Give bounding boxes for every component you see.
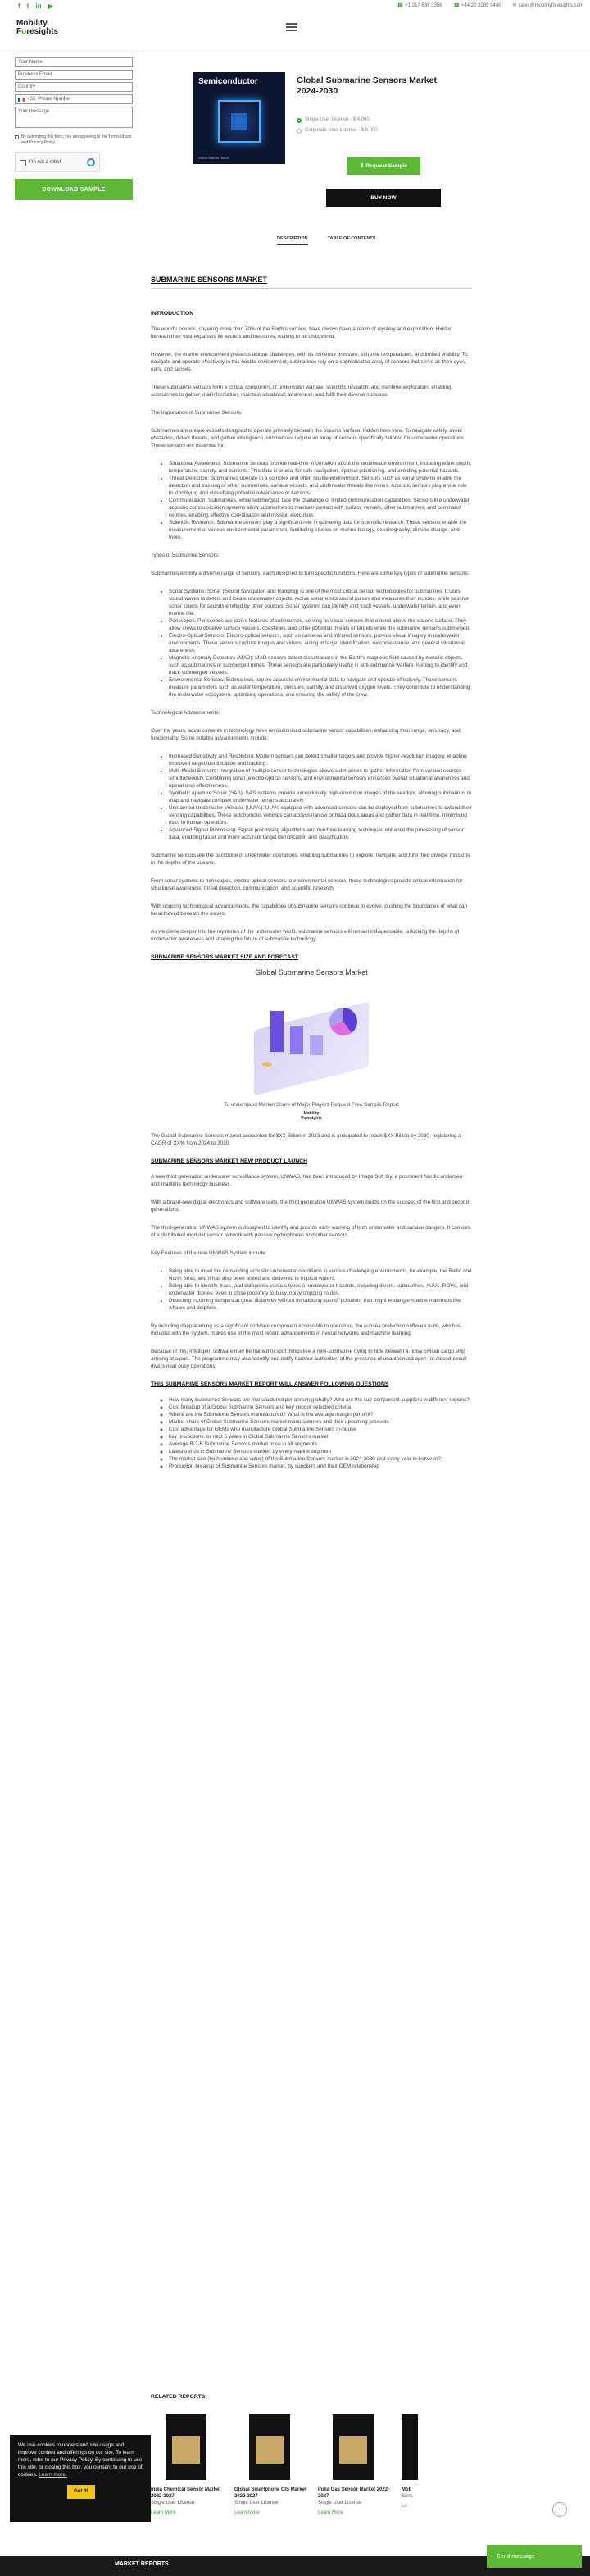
related-report-card[interactable]: Mob Sens Le xyxy=(402,2414,426,2516)
list-item: ◦ Cost breakup of a Global Submarine Sensors and key vendor selection criteria xyxy=(169,1404,472,1411)
report-thumbnail xyxy=(166,2414,206,2480)
cookie-banner: We use cookies to understand site usage and improve content and offerings on our site. To learn more, refer to our Privacy Policy. By continuing to use this site, or closing this box, you consent to our use of cookies. Learn more. Got It! xyxy=(10,2435,151,2522)
related-report-card[interactable]: India Gas Sensor Market 2022-2027 Single User License Learn More xyxy=(318,2414,392,2516)
list-item: • Electro-Optical Sensors: Electro-optical sensors, such as cameras and infrared sensors, provide visual imagery in underwater environments. These sensors capture images and videos, aiding in target identification, reconnaissance, and general situational awareness. xyxy=(169,632,472,654)
section-heading: THIS SUBMARINE SENSORS MARKET REPORT WILL ANSWER FOLLOWING QUESTIONS xyxy=(151,1381,389,1387)
buy-now-button[interactable]: BUY NOW xyxy=(326,189,441,207)
contact-info xyxy=(397,2,583,8)
captcha-checkbox[interactable] xyxy=(20,160,26,166)
isometric-chart-illustration xyxy=(238,983,385,1098)
paragraph: As we delve deeper into the mysteries of the underwater world, submarine sensors will remain indispensable, unlocking the depths of underwater awareness and shaping the future of submarine technology. xyxy=(151,929,460,942)
paragraph: By including deep learning as a significant software component accessible to operators, the subsea protection software suite, which is included with the system, makes use of the most recent advancements in neural networks and machine learning. xyxy=(151,1323,461,1336)
social-links xyxy=(18,2,53,11)
phone-uk-link[interactable]: ☎ +44 20 3289 9440 xyxy=(453,3,502,8)
name-input[interactable]: Your Name xyxy=(15,57,133,67)
paragraph: The Global Submarine Sensors market accounted for $XX Billion in 2023 and is anticipated to reach $XX Billion by 2030, registering a CAGR of XX% from 2024 to 2030. xyxy=(151,1133,461,1146)
paragraph: The third-generation UNWAS system is designed to identify and provide early warning of both underwater and surface dangers. It consists of a distributed modular sensor network with passive hydrophones and other sensors. xyxy=(151,1225,471,1238)
paragraph: However, the marine environment presents unique challenges, with its immense pressure, extreme temperatures, and limited visibility. To navigate and operate effectively in this hostile environment, submarines rely on a sophisticated array of sensors that serve as their eyes, ears, and senses. xyxy=(151,352,468,372)
list-item: • Synthetic Aperture Sonar (SAS): SAS systems provide exceptionally high-resolution images of the seafloor, allowing submarines to map and navigate complex underwater terrains accurately. xyxy=(169,790,472,804)
list-item: • Scientific Research: Submarine sensors play a significant role in gathering data for scientific research. These sensors enable the measurement of various environmental parameters, facilitating studies on marine biology, oceanography, climate change, and more. xyxy=(169,519,472,541)
section-heading: SUBMARINE SENSORS MARKET xyxy=(151,275,268,284)
license-corporate-option[interactable]: Corporate User License - $ 6,000 xyxy=(297,125,378,136)
list-item: • Situational Awareness: Submarine sensors provide real-time information about the underwater environment, including water depth, temperature, salinity, and currents. This data is crucial for safe navigation, optimal positioning, and avoiding potential hazards. xyxy=(169,460,472,475)
paragraph: Key Features of the new UNWAS System include: xyxy=(151,1250,267,1256)
page-title: Global Submarine Sensors Market 2024-2030 xyxy=(297,75,437,96)
top-bar xyxy=(0,0,590,13)
email-input[interactable]: Business Email xyxy=(15,70,133,80)
list-item: ◦ The market size (both volume and value) of the Submarine Sensors market in 2024-2030 and every year in between? xyxy=(169,1455,472,1463)
section-heading: SUBMARINE SENSORS MARKET NEW PRODUCT LAUNCH xyxy=(151,1158,308,1164)
message-input[interactable]: Your message xyxy=(15,107,133,128)
download-sample-button[interactable]: DOWNLOAD SAMPLE xyxy=(15,179,133,200)
site-logo[interactable]: Mobility Foresights xyxy=(16,19,59,36)
request-sample-button[interactable]: ⬇ Request Sample xyxy=(347,157,420,175)
learn-more-link[interactable]: Learn more. xyxy=(39,2472,67,2478)
list-item: • Communication: Submarines, while submerged, face the challenge of limited communication capabilities. Sensors like underwater acoustic communication systems allow submarines to maintain contact with surface vessels, other submarines, and command centres, enabling effective coordination and mission execution. xyxy=(169,497,472,519)
list-item: • Periscopes: Periscopes are iconic features of submarines, serving as visual sensors that extend above the water's surface. They allow crews to observe surface vessels, coastlines, and other potential threats or targets while the submarine remains submerged. xyxy=(169,617,472,632)
mail-icon: ✉ xyxy=(512,3,517,8)
list-item: ◦ Latest trends in Submarine Sensors market, by every market segment xyxy=(169,1448,472,1455)
paragraph: The Importance of Submarine Sensors: xyxy=(151,410,243,416)
consent-checkbox[interactable] xyxy=(15,135,19,139)
paragraph: Because of this, intelligent software may be trained to spot things like a mini-submarine trying to hide beneath a noisy civilian cargo ship arriving at a port. The programme may also identify and notify harbour authorities of the presence of unauthorised open- or closed-circuit divers near busy operations. xyxy=(151,1349,467,1369)
radio-icon xyxy=(297,129,302,134)
cookie-accept-button[interactable]: Got It! xyxy=(67,2485,95,2499)
send-message-button[interactable]: Send message xyxy=(487,2545,582,2568)
learn-more-link[interactable]: Le xyxy=(402,2504,407,2509)
list-item: • Sonar Systems: Sonar (Sound Navigation and Ranging) is one of the most critical sensor technologies for submarines. It uses sound waves to detect and locate underwater objects. Active sonar emits sound pulses and measures their echoes, while passive sonar listens for sounds emitted by other sources. Sonar systems can identify and track vessels, underwater terrain, and even marine life. xyxy=(169,588,472,617)
sample-request-form xyxy=(15,57,133,200)
report-description xyxy=(151,276,472,1481)
section-heading: SUBMARINE SENSORS MARKET SIZE AND FORECAST xyxy=(151,954,298,960)
bullet-list xyxy=(151,460,472,541)
paragraph: Technological Advancements: xyxy=(151,710,220,716)
report-thumbnail xyxy=(402,2414,418,2480)
list-item: • Increased Sensitivity and Resolution: Modern sensors can detect smaller targets and provide higher-resolution imagery, enabling improved target identification and tracking. xyxy=(169,753,472,767)
download-icon: ⬇ xyxy=(360,163,366,169)
recaptcha-icon xyxy=(87,158,95,166)
market-infographic: Global Submarine Sensors Market To understand Market Share of Major Players Request Free Sample Report Mobility Foresights xyxy=(151,969,472,1121)
list-item: • Detecting incoming dangers at great distances without introducing sound "pollution" that might endanger marine mammals like whales and dolphins. xyxy=(169,1297,472,1312)
learn-more-link[interactable]: Learn More xyxy=(318,2510,343,2515)
france-flag-icon xyxy=(18,98,25,102)
list-item: ◦ Cost advantage for OEMs who manufacture Global Submarine Sensors in-house xyxy=(169,1426,472,1433)
list-item: ◦ Where are the Submarine Sensors manufactured? What is the average margin per unit? xyxy=(169,1411,472,1418)
youtube-icon[interactable]: ▶ xyxy=(48,2,53,10)
list-item: • Being able to meet the demanding acoustic underwater conditions in various challenging environments, for example, the Baltic and North Seas, and it has also been tested and delivered in tropical waters. xyxy=(169,1268,472,1282)
related-reports-list xyxy=(151,2414,479,2516)
tab-table-of-contents[interactable]: TABLE OF CONTENTS xyxy=(327,236,376,241)
section-heading: INTRODUCTION xyxy=(151,311,194,316)
report-thumbnail xyxy=(333,2414,374,2480)
site-footer: MARKET REPORTS xyxy=(0,2556,590,2576)
license-options xyxy=(297,115,378,136)
related-report-card[interactable]: Global Smartphone CIS Market 2022-2027 Single User License Learn More xyxy=(234,2414,308,2516)
recaptcha[interactable]: I'm not a robot xyxy=(15,152,100,172)
content-tabs xyxy=(277,236,375,245)
bullet-list xyxy=(151,588,472,699)
list-item: • Being able to identify, track, and categorise various types of underwater hazards, including divers, submarines, AUVs, ROVs, and underwater drones, even in close proximity to busy, noisy shipping routes. xyxy=(169,1282,472,1297)
list-item: ◦ Average B-2-B Submarine Sensors market price in all segments xyxy=(169,1440,472,1448)
phone-us-link[interactable]: ☎ +1 217 636 3356 xyxy=(397,3,442,8)
list-item: ◦ key predictions for next 5 years in Global Submarine Sensors market xyxy=(169,1433,472,1440)
related-report-card[interactable]: India Chemical Sensor Market 2022-2027 Single User License Learn More xyxy=(151,2414,225,2516)
list-item: • Environmental Sensors: Submarines require accurate environmental data to navigate and operate effectively. These sensors measure parameters such as water temperature, pressure, salinity, and dissolved oxygen levels. They contribute to understanding the underwater ecosystem, optimising operations, and ensuring the safety of the crew. xyxy=(169,676,472,699)
list-item: • Unmanned Underwater Vehicles (UUVs): UUVs equipped with advanced sensors can be deployed from submarines to extend their sensing capabilities. These autonomous vehicles can access narrow or hazardous areas and gather data in real-time, minimising risks to human operators. xyxy=(169,804,472,826)
infographic-caption[interactable]: To understand Market Share of Major Players Request Free Sample Report xyxy=(224,1102,399,1108)
list-item: ◦ Market share of Global Submarine Sensors market manufacturers and their upcoming products xyxy=(169,1418,472,1426)
paragraph: Types of Submarine Sensors: xyxy=(151,553,220,558)
radio-selected-icon xyxy=(297,118,302,123)
paragraph: With a brand-new digital electronics and software suite, the third generation UNWAS system builds on the success of the first and second generations. xyxy=(151,1199,470,1213)
menu-icon[interactable] xyxy=(286,23,297,31)
paragraph: From sonar systems to periscopes, electro-optical sensors to environmental sensors, these technologies provide critical information for situational awareness, threat detection, communication, and scientific research. xyxy=(151,878,463,891)
report-cover: Semiconductor Global Market Report xyxy=(193,72,285,164)
list-item: ◦ How many Submarine Sensors are manufactured per annum globally? Who are the sub-component suppliers in different regions? xyxy=(169,1396,472,1404)
phone-icon: ☎ xyxy=(397,3,404,8)
list-item: • Advanced Signal Processing: Signal processing algorithms and machine learning techniques enhance the processing of sensor data, enabling faster and more accurate target identification and classification. xyxy=(169,826,472,841)
email-link[interactable]: ✉ sales@mobilityforesights.com xyxy=(512,3,583,8)
chip-icon xyxy=(218,100,261,143)
site-header xyxy=(0,13,590,51)
list-item: • Threat Detection: Submarines operate in a complex and often hostile environment. Sensors such as sonar systems enable the detection and tracking of other submarines, surface vessels, and underwater threats like mines. Acoustic sensors play a vital role in identifying and classifying potential adversaries or hazards. xyxy=(169,475,472,497)
paragraph: Submarines employ a diverse range of sensors, each designed to fulfil specific functions. Here are some key types of submarine sensors: xyxy=(151,571,470,576)
bullet-list xyxy=(151,753,472,841)
list-item: ◦ Production breakup of Submarine Sensors market, by suppliers and their OEM relationship xyxy=(169,1463,472,1470)
list-item: • Magnetic Anomaly Detectors (MAD): MAD sensors detect disturbances in the Earth's magnetic field caused by metallic objects, such as submarines or submerged mines. These sensors are particularly useful in anti-submarine warfare, helping to identify and track submerged vessels. xyxy=(169,654,472,676)
paragraph: The world's oceans, covering more than 70% of the Earth's surface, have always been a realm of mystery and exploration. Hidden beneath their vast expanses lie secrets and treasures, waiting to be discovered. xyxy=(151,326,452,339)
license-single-option[interactable]: Single User License - $ 4,000 xyxy=(297,115,378,125)
paragraph: Over the years, advancements in technology have revolutionised submarine sensor capabilities, enhancing their range, accuracy, and functionality. Some notable advancements include: xyxy=(151,728,461,741)
report-thumbnail xyxy=(249,2414,290,2480)
related-reports-heading: RELATED REPORTS xyxy=(151,2394,206,2400)
paragraph: A new third generation underwater surveillance system, UNWAS, has been introduced by Image Soft Oy, a prominent Nordic undersea and maritime technology business. xyxy=(151,1174,463,1187)
consent-row: By submitting this form, you are agreeing to the Terms of use and Privacy Policy. xyxy=(15,134,133,146)
country-input[interactable]: Country xyxy=(15,82,133,92)
facebook-icon[interactable]: f xyxy=(18,2,20,10)
divider xyxy=(151,288,472,289)
learn-more-link[interactable]: Learn More xyxy=(234,2510,260,2515)
twitter-icon[interactable]: t xyxy=(26,2,30,10)
bullet-list xyxy=(151,1268,472,1312)
paragraph: Submarines are unique vessels designed to operate primarily beneath the ocean's surface, hidden from view. To navigate safely, avoid obstacles, detect threats, and gather intelligence, submarines require an array of sensors specifically tailored for underwater operations. These sensors are essential for: xyxy=(151,428,465,448)
phone-icon: ☎ xyxy=(453,3,460,8)
infographic-logo: Mobility Foresights xyxy=(301,1111,322,1121)
back-to-top-button[interactable]: ↑ xyxy=(552,2502,567,2517)
questions-list xyxy=(151,1396,472,1470)
list-item: • Multi-Modal Sensors: Integration of multiple sensor technologies allows submarines to gather information from various sources simultaneously. Combining sonar, electro-optical sensors, and environmental sensors enhances overall situational awareness and operational effectiveness. xyxy=(169,767,472,790)
paragraph: With ongoing technological advancements, the capabilities of submarine sensors continue to evolve, pushing the boundaries of what can be achieved beneath the waves. xyxy=(151,903,468,917)
paragraph: Submarine sensors are the backbone of underwater operations, enabling submarines to explore, navigate, and fulfil their diverse missions in the depths of the oceans. xyxy=(151,853,470,866)
linkedin-icon[interactable]: in xyxy=(35,2,42,10)
tab-description[interactable]: DESCRIPTION xyxy=(277,236,308,245)
paragraph: These submarine sensors form a critical component of underwater warfare, scientific research, and maritime exploration, enabling submarines to gather vital information, maintain situational awareness, and fulfil their diverse missions. xyxy=(151,385,452,398)
learn-more-link[interactable]: Learn More xyxy=(151,2510,176,2515)
phone-input[interactable]: +33 Phone Number xyxy=(15,94,133,104)
